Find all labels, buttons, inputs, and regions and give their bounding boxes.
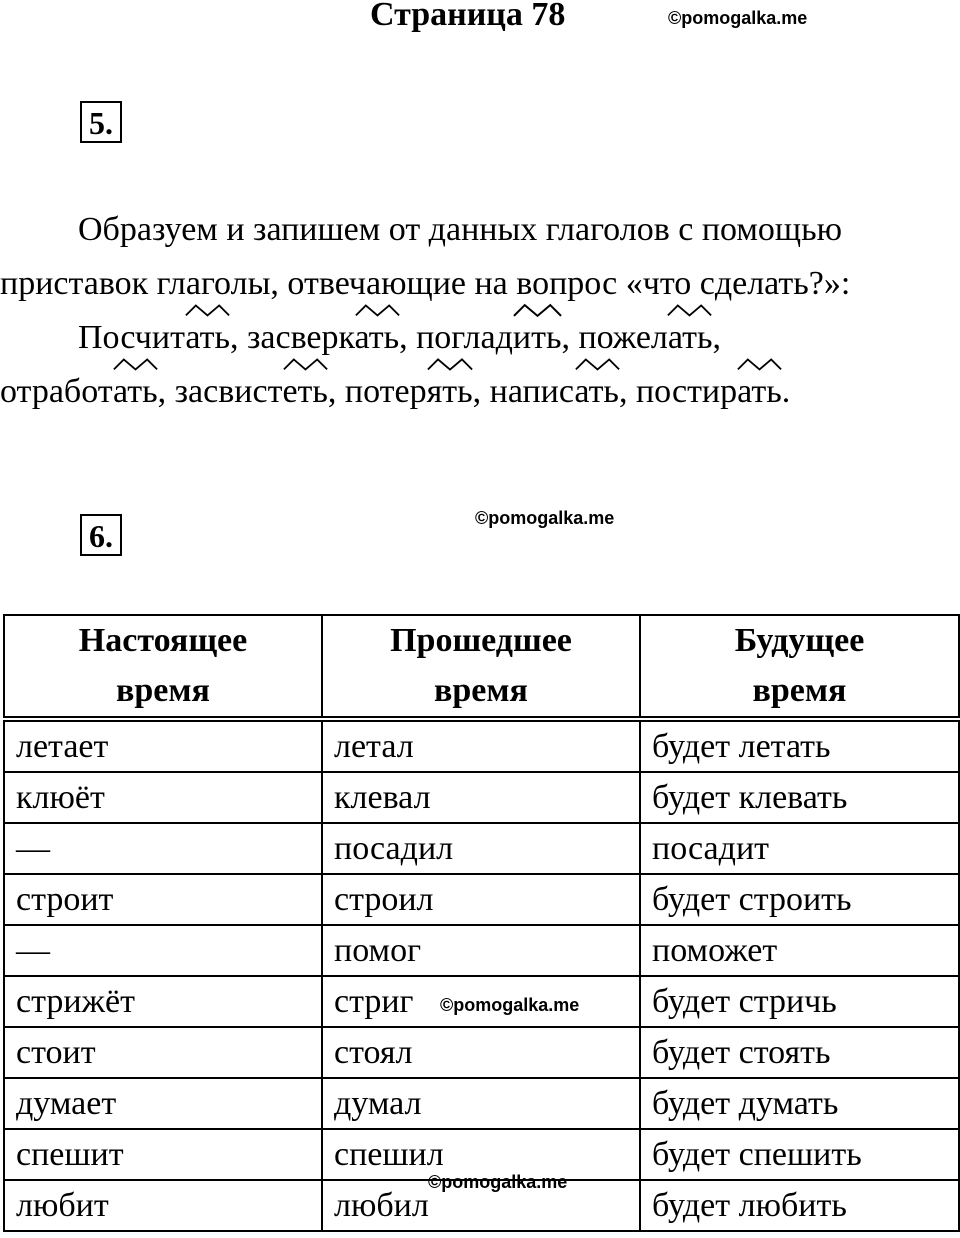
verb-word	[490, 365, 619, 419]
watermark-table-mid: ©pomogalka.me	[440, 995, 580, 1015]
suffix-arc-mark	[575, 357, 620, 371]
cell-present: стоит	[4, 1027, 322, 1078]
cell-present: спешит	[4, 1129, 322, 1180]
verb-stem: пожел	[578, 319, 668, 356]
table-row	[4, 1027, 959, 1078]
verb-suffix: ать	[574, 373, 619, 410]
cell-past: думал	[322, 1078, 640, 1129]
table-row	[4, 925, 959, 976]
table-row	[4, 874, 959, 925]
task-5-intro-line-1: Образуем и запишем от данных глаголов с помощью	[78, 211, 842, 248]
verb-punctuation: ,	[157, 373, 175, 410]
suffix-arc-path	[186, 306, 229, 316]
verb-punctuation: ,	[561, 319, 579, 356]
task-5-text	[0, 203, 960, 419]
verb-suffix: ать	[113, 373, 158, 410]
suffix-arc-mark	[427, 357, 473, 371]
verb-stem: постир	[635, 373, 738, 410]
cell-past: клевал	[322, 772, 640, 823]
verb-suffix: еть	[282, 373, 328, 410]
suffix-arc-mark	[737, 357, 782, 371]
suffix-arc-path	[284, 360, 327, 370]
verb-suffix: ать	[354, 319, 400, 356]
cell-present: клюёт	[4, 772, 322, 823]
suffix-arc-mark	[513, 303, 562, 317]
task-5-intro-line-2: приставок глаголы, отвечающие на вопрос «что сделать?»:	[0, 265, 851, 302]
cell-future: поможет	[640, 925, 959, 976]
cell-present: любит	[4, 1180, 322, 1231]
cell-future: будет спешить	[640, 1129, 959, 1180]
cell-past: стриг	[322, 976, 640, 1027]
cell-future: будет любить	[640, 1180, 959, 1231]
watermark-table-bottom: ©pomogalka.me	[428, 1172, 568, 1192]
cell-future: будет летать	[640, 719, 959, 772]
header-future-line-2: время	[752, 672, 847, 709]
cell-present: летает	[4, 719, 322, 772]
cell-past: летал	[322, 719, 640, 772]
verb-stem: засверк	[246, 319, 355, 356]
cell-future: будет строить	[640, 874, 959, 925]
header-past-line-1: Прошедшее	[390, 622, 572, 659]
table-body	[4, 719, 959, 1231]
suffix-arc-path	[738, 360, 781, 370]
suffix-arc-path	[114, 360, 157, 370]
verb-punctuation: ,	[618, 373, 636, 410]
verb-suffix: ать	[737, 373, 782, 410]
table-row	[4, 719, 959, 772]
verb-stem: поглад	[416, 319, 513, 356]
header-present-line-2: время	[116, 672, 210, 709]
cell-past: любил	[322, 1180, 640, 1231]
cell-future: будет стоять	[640, 1027, 959, 1078]
cell-future: посадит	[640, 823, 959, 874]
verb-punctuation: ,	[399, 319, 417, 356]
tense-table	[3, 614, 960, 1232]
table-header-row	[4, 615, 959, 719]
cell-present: —	[4, 925, 322, 976]
verb-stem: Посчит	[78, 319, 186, 356]
cell-past: стоял	[322, 1027, 640, 1078]
page-title: Страница 78	[370, 0, 566, 33]
cell-future: будет думать	[640, 1078, 959, 1129]
verb-suffix: ать	[185, 319, 230, 356]
cell-future: будет стричь	[640, 976, 959, 1027]
verb-stem: отработ	[0, 373, 114, 410]
verb-punctuation: ,	[472, 373, 490, 410]
suffix-arc-mark	[667, 303, 712, 317]
suffix-arc-mark	[283, 357, 328, 371]
cell-present: думает	[4, 1078, 322, 1129]
cell-present: —	[4, 823, 322, 874]
verb-punctuation: ,	[229, 319, 247, 356]
table-row	[4, 823, 959, 874]
table-row	[4, 1078, 959, 1129]
suffix-arc-path	[668, 306, 711, 316]
cell-present: строит	[4, 874, 322, 925]
suffix-arc-mark	[113, 357, 158, 371]
verb-punctuation: ,	[327, 373, 345, 410]
verb-punctuation: ,	[712, 319, 721, 356]
verb-word	[636, 365, 782, 419]
task-5-words-line-2	[0, 365, 960, 419]
verb-suffix: ить	[512, 319, 562, 356]
verb-stem: засвист	[174, 373, 283, 410]
header-future	[640, 615, 959, 719]
header-future-line-1: Будущее	[734, 622, 865, 659]
task-6-number: 6.	[80, 514, 122, 556]
verb-stem: напис	[489, 373, 575, 410]
suffix-arc-path	[356, 306, 399, 316]
verb-suffix: ать	[667, 319, 713, 356]
watermark-top: ©pomogalka.me	[668, 8, 808, 28]
verb-stem: потер	[344, 373, 427, 410]
table-row	[4, 772, 959, 823]
verb-suffix: ять	[426, 373, 473, 410]
verb-word	[345, 365, 473, 419]
suffix-arc-path	[514, 305, 561, 316]
cell-past: помог	[322, 925, 640, 976]
cell-future: будет клевать	[640, 772, 959, 823]
suffix-arc-mark	[355, 303, 400, 317]
cell-past: посадил	[322, 823, 640, 874]
cell-past: спешил	[322, 1129, 640, 1180]
cell-present: стрижёт	[4, 976, 322, 1027]
suffix-arc-mark	[185, 303, 230, 317]
header-present	[4, 615, 322, 719]
task-5-number: 5.	[80, 101, 122, 143]
suffix-arc-path	[576, 360, 619, 370]
header-past-line-2: время	[434, 672, 528, 709]
verb-word	[175, 365, 328, 419]
verb-punctuation: .	[781, 373, 791, 410]
header-past	[322, 615, 640, 719]
verb-word	[0, 365, 158, 419]
suffix-arc-path	[428, 359, 472, 369]
cell-past: строил	[322, 874, 640, 925]
header-present-line-1: Настоящее	[78, 622, 248, 659]
watermark-task-6: ©pomogalka.me	[475, 508, 615, 528]
